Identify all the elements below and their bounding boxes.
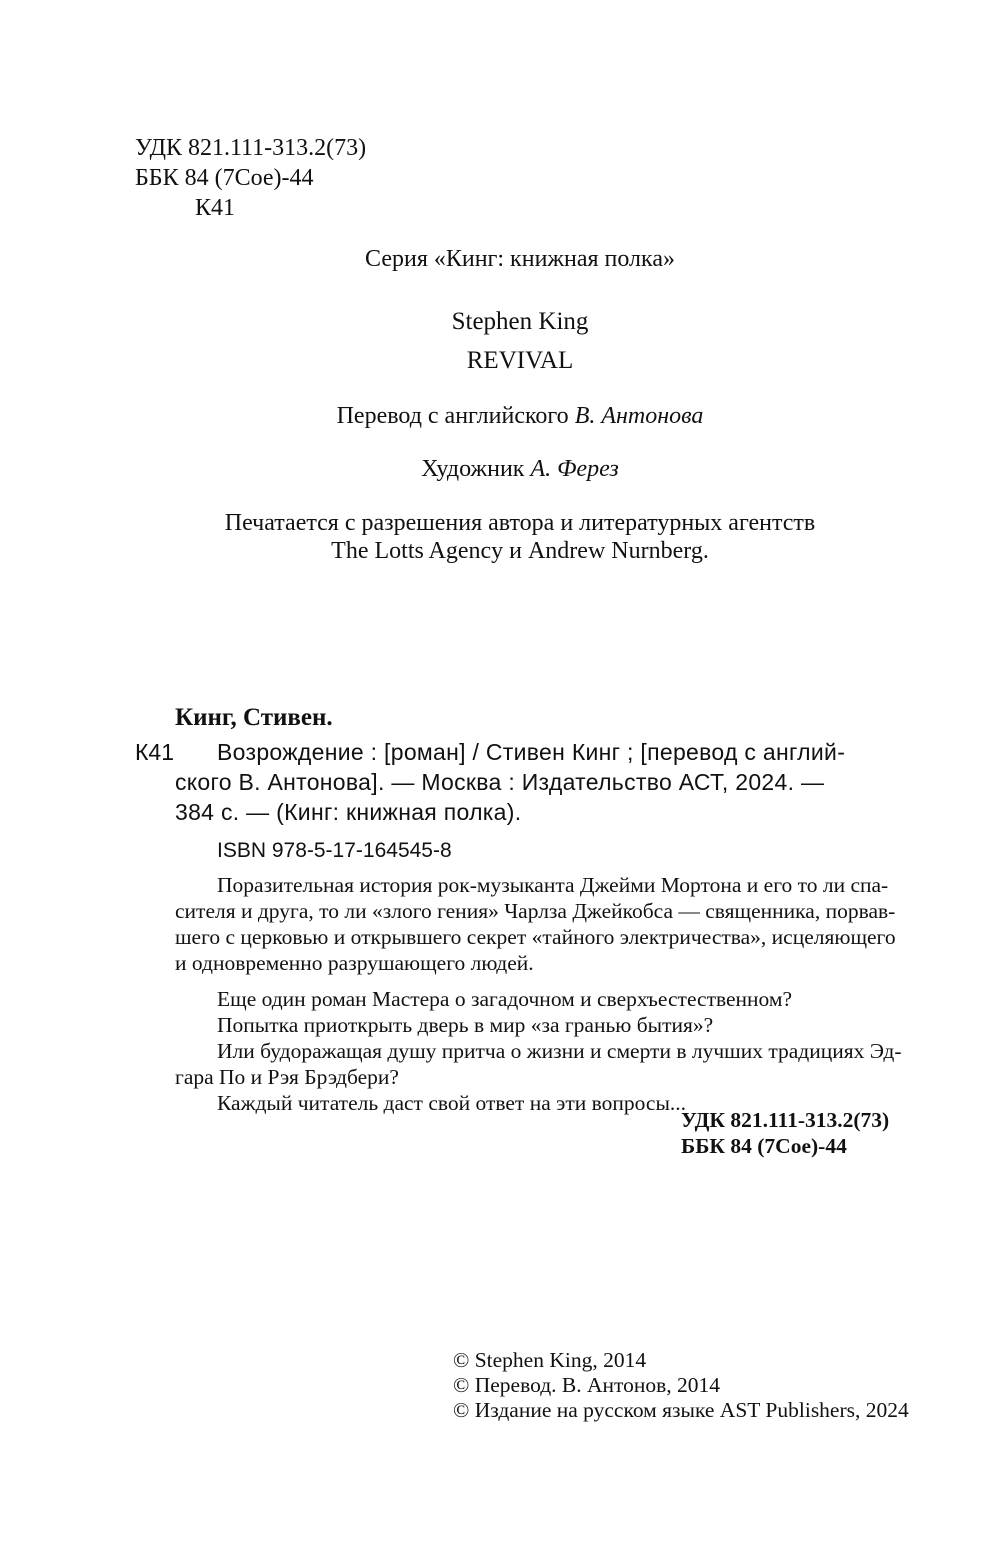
annotation-line: Поразительная история рок-музыканта Джейми Мортона и его то ли спа-: [217, 873, 889, 897]
catalog-line-1: Возрождение : [роман] / Стивен Кинг ; [перевод с англий-: [217, 739, 846, 765]
copyright-line: © Перевод. В. Антонов, 2014: [453, 1373, 721, 1397]
series-line: Серия «Кинг: книжная полка»: [365, 246, 675, 272]
artist-name: А. Ферез: [530, 456, 619, 482]
translator-name: В. Антонова: [574, 403, 704, 429]
artist-prefix: Художник: [421, 456, 531, 482]
catalog-sign: К41: [135, 739, 174, 765]
catalog-line-3: 384 с. — (Кинг: книжная полка).: [175, 799, 522, 825]
permission-line-2: The Lotts Agency и Andrew Nurnberg.: [331, 538, 709, 564]
annotation-line: Попытка приоткрыть дверь в мир «за гранью бытия»?: [217, 1013, 714, 1037]
catalog-heading: Кинг, Стивен.: [175, 704, 333, 731]
catalog-line-2: ского В. Антонова]. — Москва : Издательство АСТ, 2024. —: [175, 769, 825, 795]
annotation-line: шего с церковью и открывшего секрет «тайного электричества», исцеляющего: [175, 925, 896, 949]
copyright-line: © Издание на русском языке AST Publishers, 2024: [453, 1398, 909, 1422]
annotation-line: сителя и друга, то ли «злого гения» Чарлза Джейкобса — священника, порвав-: [175, 899, 896, 923]
annotation-line: Или будоражащая душу притча о жизни и смерти в лучших традициях Эд-: [217, 1039, 902, 1063]
annotation-line: и одновременно разрушающего людей.: [175, 951, 534, 975]
original-title: REVIVAL: [466, 347, 574, 374]
udk-code-bold: УДК 821.111-313.2(73): [681, 1108, 890, 1132]
artist-line: [0, 454, 1000, 484]
annotation-line: Еще один роман Мастера о загадочном и сверхъестественном?: [217, 987, 793, 1011]
annotation-line: Каждый читатель даст свой ответ на эти вопросы...: [217, 1091, 687, 1115]
copyright-line: © Stephen King, 2014: [453, 1348, 647, 1372]
udk-code: УДК 821.111-313.2(73): [135, 135, 367, 161]
annotation-paragraph-2: [175, 986, 902, 1116]
translation-line: [0, 401, 1000, 431]
bbk-code-bold: ББК 84 (7Сое)-44: [681, 1134, 847, 1158]
annotation-line: гара По и Рэя Брэдбери?: [175, 1065, 399, 1089]
bbk-code: ББК 84 (7Сое)-44: [135, 165, 314, 191]
original-author: Stephen King: [451, 308, 589, 335]
translation-prefix: Перевод с английского: [336, 403, 575, 429]
annotation-paragraph-1: [175, 872, 896, 976]
isbn: ISBN 978-5-17-164545-8: [217, 839, 452, 862]
author-sign: К41: [195, 195, 236, 221]
permission-line-1: Печатается с разрешения автора и литературных агентств: [224, 510, 816, 536]
